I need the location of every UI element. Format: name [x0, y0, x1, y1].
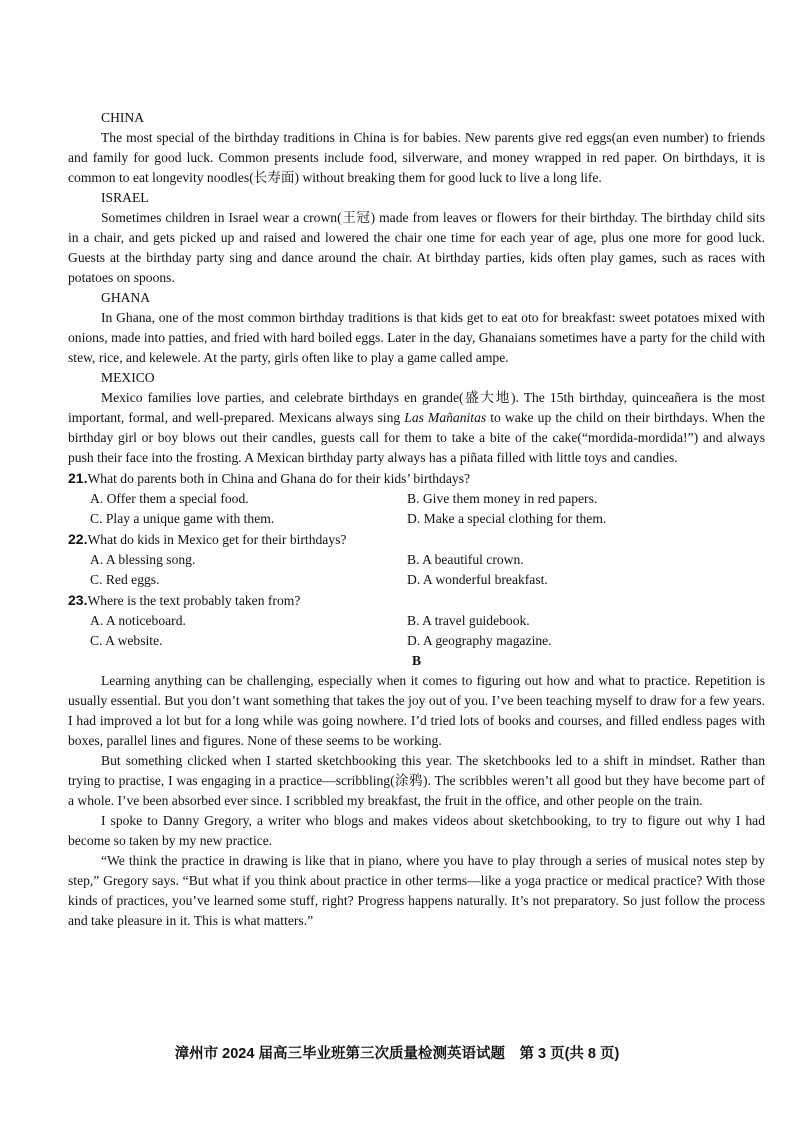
passage-b-paragraph-2: But something clicked when I started sketchbooking this year. The sketchbooks led to a shift in mindset. Rather than trying to practise, I was engaging in a practice—scribbling(涂鸦). The scribbles weren’t all good but they have become part of a whole. I’ve been absorbed ever since. I scribbled my breakfast, the fruit in the office, and other people on the train. [68, 753, 765, 808]
option-d: D. A wonderful breakfast. [407, 572, 548, 587]
question-21 [68, 468, 765, 529]
option-b: B. A beautiful crown. [407, 552, 524, 567]
question-number: 23. [68, 592, 88, 608]
question-stem [68, 468, 765, 489]
option-b: B. A travel guidebook. [407, 613, 530, 628]
answer-options [68, 550, 765, 590]
section-ghana [68, 288, 765, 368]
mexico-paragraph [68, 388, 765, 468]
question-23 [68, 590, 765, 651]
song-title: Las Mañanitas [404, 410, 487, 425]
question-stem [68, 590, 765, 611]
option-a: A. Offer them a special food. [90, 491, 249, 506]
question-text: What do kids in Mexico get for their birthdays? [87, 532, 347, 547]
passage-b-paragraph-3: I spoke to Danny Gregory, a writer who blogs and makes videos about sketchbooking, to try to figure out why I had become so taken by my new practice. [68, 813, 765, 848]
option-c: C. Play a unique game with them. [90, 511, 275, 526]
question-text: What do parents both in China and Ghana do for their kids’ birthdays? [87, 471, 471, 486]
mexico-text-part-2: to wake up the child on their birthdays. When the birthday girl or boy blows out their candles, guests call for them to take a bite of the cake(“mordida-mordida!”) and always push their face into the frosting. A Mexican birthday party always has a piñata filled with little toys and candies. [68, 410, 765, 465]
section-china [68, 108, 765, 188]
question-22 [68, 529, 765, 590]
question-number: 22. [68, 531, 88, 547]
option-d: D. Make a special clothing for them. [407, 511, 607, 526]
exam-page [68, 108, 765, 931]
mexico-text-part-1: Mexico families love parties, and celebrate birthdays en grande(盛大地). The 15th birthday, quinceañera is the most important, formal, and well-prepared. Mexicans always sing [68, 390, 765, 425]
question-stem [68, 529, 765, 550]
question-number: 21. [68, 470, 88, 486]
passage-b-paragraph-1: Learning anything can be challenging, especially when it comes to figuring out how and what to practice. Repetition is usually essential. But you don’t want something that takes the joy out of you. I’ve been teaching myself to draw for a few years. I had improved a lot but for a long while was going nowhere. I’d tried lots of books and courses, and filled endless pages with boxes, parallel lines and figures. None of these seems to be working. [68, 673, 765, 748]
china-paragraph: The most special of the birthday traditions in China is for babies. New parents give red eggs(an even number) to friends and family for good luck. Common presents include food, silverware, and money wrapped in red paper. On birthdays, it is common to eat longevity noodles(长寿面) without breaking them for good luck to live a long life. [68, 130, 765, 185]
option-c: C. A website. [90, 633, 163, 648]
answer-options [68, 611, 765, 651]
israel-heading: ISRAEL [101, 190, 149, 205]
ghana-paragraph: In Ghana, one of the most common birthday traditions is that kids get to eat oto for breakfast: sweet potatoes mixed with onions, made into patties, and fried with hard boiled eggs. Later in the day, Ghanaians sometimes have a party for the child with stew, rice, and kelewele. At the party, girls often like to play a game called ampe. [68, 310, 765, 365]
option-d: D. A geography magazine. [407, 633, 552, 648]
option-a: A. A blessing song. [90, 552, 196, 567]
mexico-heading: MEXICO [101, 370, 155, 385]
section-b [68, 651, 765, 931]
china-heading: CHINA [101, 110, 145, 125]
page-footer: 漳州市 2024 届高三毕业班第三次质量检测英语试题 第 3 页(共 8 页) [174, 1046, 620, 1062]
option-c: C. Red eggs. [90, 572, 160, 587]
ghana-heading: GHANA [101, 290, 151, 305]
passage-b-paragraph-4: “We think the practice in drawing is like that in piano, where you have to play through a series of musical notes step by step,” Gregory says. “But what if you think about practice in other terms—like a yoga practice or medical practice? With those kinds of practices, you’ve learned some stuff, right? Progress happens naturally. It’s not preparatory. So just follow the process and take pleasure in it. This is what matters.” [68, 853, 765, 928]
israel-paragraph: Sometimes children in Israel wear a crown(王冠) made from leaves or flowers for their birthday. The birthday child sits in a chair, and gets picked up and raised and lowered the chair one time for each year of age, plus one more for good luck. Guests at the birthday party sing and dance around the chair. At birthday parties, kids often play games, such as races with potatoes on spoons. [68, 210, 765, 285]
question-text: Where is the text probably taken from? [87, 593, 301, 608]
section-b-label: B [411, 653, 422, 668]
section-israel [68, 188, 765, 288]
option-b: B. Give them money in red papers. [407, 491, 598, 506]
option-a: A. A noticeboard. [90, 613, 186, 628]
section-mexico [68, 368, 765, 468]
answer-options [68, 489, 765, 529]
